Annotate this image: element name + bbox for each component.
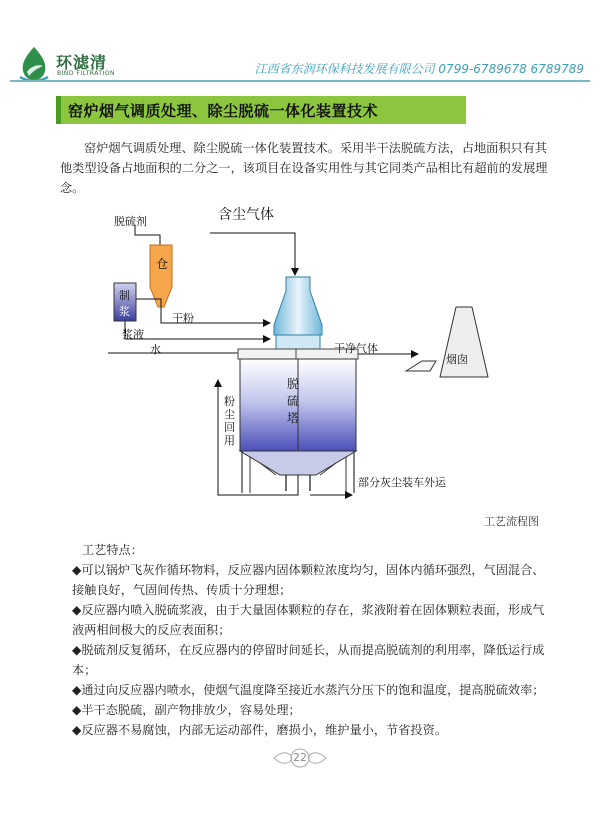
label-tower-3: 塔 <box>287 411 300 425</box>
diagram-caption: 工艺流程图 <box>484 515 539 528</box>
label-prep-2: 浆 <box>119 305 130 318</box>
logo-chinese-text: 环滤清 <box>56 53 108 72</box>
intro-paragraph: 窑炉烟气调质处理、除尘脱硫一体化装置技术。采用半干法脱硫方法，占地面积只有其他类型设备占地面积的二分之一，该项目在设备实用性与其它同类产品相比有超前的发展理念。 <box>60 141 548 195</box>
feature-item: ◆反应器内喷入脱硫浆液，由于大量固体颗粒的存在，浆液附着在固体颗粒表面，形成气液两相间极大的反应表面积； <box>72 603 545 637</box>
label-tower-2: 硫 <box>287 394 300 408</box>
feature-item: ◆脱硫剂反复循环，在反应器内的停留时间延长，从而提高脱硫剂的利用率，降低运行成本； <box>72 643 545 677</box>
duct-flange <box>276 335 320 349</box>
label-dry-powder: 干粉 <box>172 312 194 325</box>
feature-item: ◆半干态脱硫，副产物排放少，容易处理； <box>72 703 301 717</box>
features-heading: 工艺特点： <box>82 543 143 557</box>
label-desulfurizer: 脱硫剂 <box>114 215 147 228</box>
label-water: 水 <box>150 343 161 356</box>
inlet-duct <box>274 277 322 335</box>
label-dust-return: 粉尘回用 <box>224 395 235 447</box>
feature-item: ◆通过向反应器内喷水，使烟气温度降至接近水蒸汽分压下的饱和温度，提高脱硫效率； <box>72 683 545 697</box>
page-number: 22 <box>293 751 307 764</box>
logo-english-text: BIND FILTRATION <box>57 70 116 77</box>
label-ash-out: 部分灰尘装车外运 <box>358 476 446 489</box>
feature-item: ◆反应器不易腐蚀，内部无运动部件，磨损小，维护量小，节省投资。 <box>72 723 447 737</box>
page-number-ornament <box>270 748 330 768</box>
tower-hopper <box>240 451 356 475</box>
feature-item: ◆可以锅炉飞灰作循环物料，反应器内固体颗粒浓度均匀，固体内循环强烈，气固混合、接触良好，气固间传热、传质十分理想； <box>72 563 545 597</box>
header-divider <box>10 80 590 82</box>
label-clean-gas: 干净气体 <box>334 342 378 355</box>
section-title-bar <box>56 96 466 124</box>
label-chimney: 烟囱 <box>446 353 468 366</box>
label-dusty-gas: 含尘气体 <box>218 207 274 223</box>
slurry-line <box>125 321 270 339</box>
label-prep-1: 制 <box>119 289 130 302</box>
dusty-gas-line <box>210 233 295 275</box>
leaf-drop-icon <box>14 44 54 84</box>
label-tower-1: 脱 <box>287 377 300 391</box>
diagram-graphics <box>100 195 560 525</box>
page-title: 窑炉烟气调质处理、除尘脱硫一体化装置技术 <box>68 102 379 120</box>
features-section <box>72 540 556 740</box>
label-silo: 仓 <box>156 257 169 271</box>
company-logo <box>14 44 164 84</box>
title-accent <box>56 96 61 124</box>
fan-device <box>406 361 436 371</box>
process-flow-diagram <box>100 195 560 525</box>
label-slurry: 浆液 <box>122 328 144 341</box>
company-contact: 江西省东润环保科技发展有限公司 0799-6789678 6789789 <box>254 62 584 76</box>
